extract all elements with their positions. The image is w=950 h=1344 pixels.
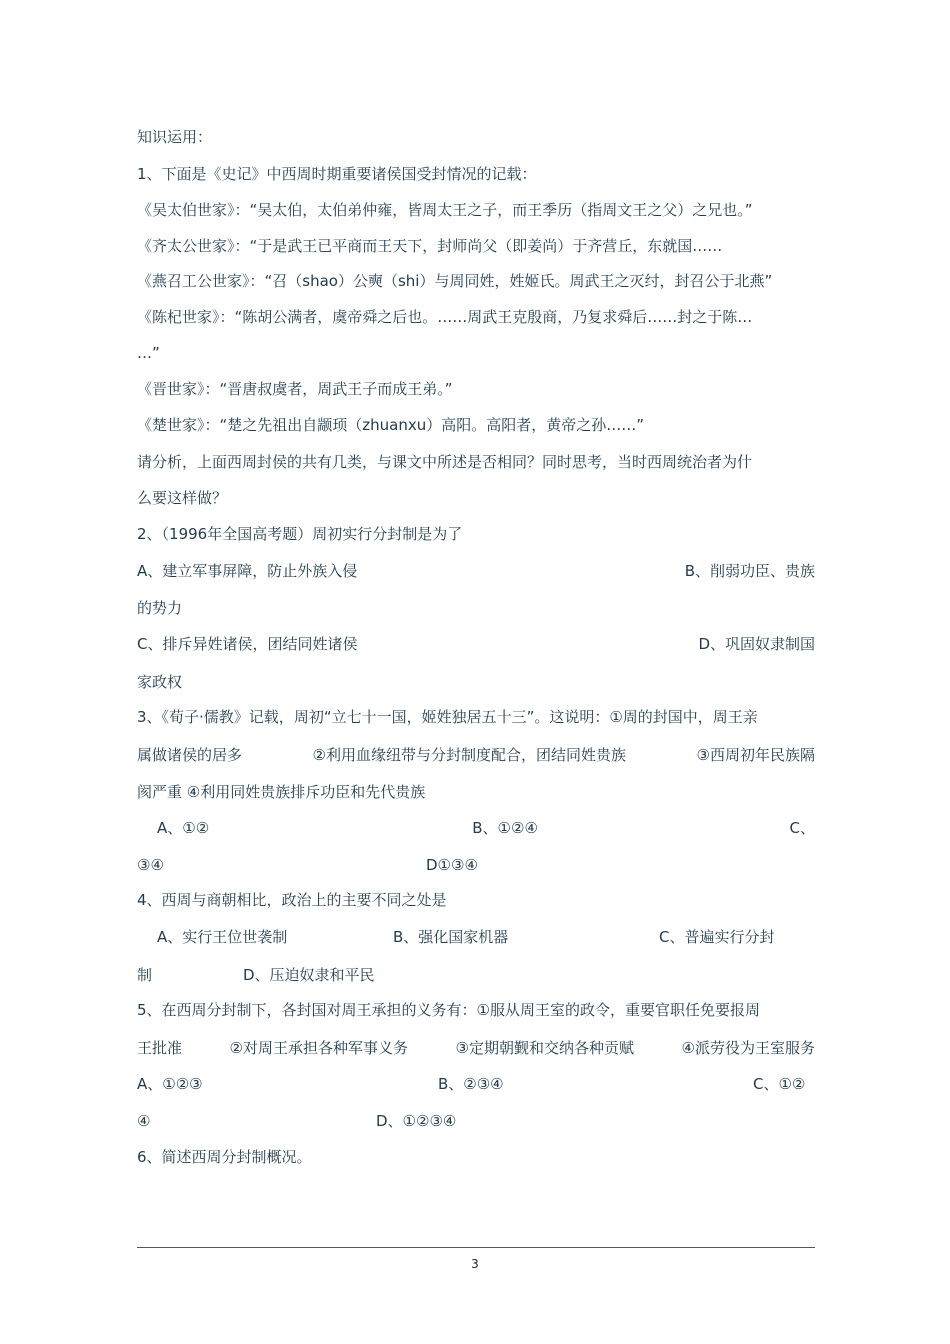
question-6-stem: 6、简述西周分封制概况。 xyxy=(137,1148,312,1166)
question-3-stem-line-2 xyxy=(137,745,815,765)
question-3-stem: 3、《荀子·儒教》记载，周初“立七十一国，姬姓独居五十三”。这说明：①周的封国中，周王亲 xyxy=(137,708,758,726)
option-c-cont: ③④ xyxy=(137,856,164,874)
option-d: D①③④ xyxy=(426,856,478,874)
question-1-stem: 1、下面是《史记》中西周时期重要诸侯国受封情况的记载： xyxy=(137,165,537,183)
option-d: D、压迫奴隶和平民 xyxy=(243,966,375,984)
option-a: A、①②③ xyxy=(137,1075,203,1093)
stem-part-1: 王批准 xyxy=(137,1039,183,1057)
option-a: A、建立军事屏障，防止外族入侵 xyxy=(137,562,358,580)
stem-part-2: ②利用血缘纽带与分封制度配合，团结同姓贵族 xyxy=(312,746,626,764)
question-4-options-row-2 xyxy=(137,965,815,985)
question-3-options-row-1 xyxy=(137,818,815,838)
option-b: B、强化国家机器 xyxy=(393,928,509,946)
option-c-cont: ④ xyxy=(137,1112,151,1130)
stem-part-3: ③定期朝觐和交纳各种贡赋 xyxy=(455,1039,634,1057)
quote-qi-taigong: 《齐太公世家》：“于是武王已平商而王天下，封师尚父（即姜尚）于齐营丘，东就国…… xyxy=(137,237,723,255)
question-4-options-row-1 xyxy=(137,927,815,947)
question-2-options-row-1 xyxy=(137,561,815,581)
question-5-stem: 5、在西周分封制下，各封国对周王承担的义务有：①服从周王室的政令，重要官职任免要报周 xyxy=(137,1001,760,1019)
stem-part-4: ④派劳役为王室服务 xyxy=(681,1039,815,1057)
stem-part-1: 属做诸侯的居多 xyxy=(137,746,243,764)
option-c: C、排斥异姓诸侯，团结同姓诸侯 xyxy=(137,635,358,653)
option-d-cont: 家政权 xyxy=(137,673,183,691)
quote-wu-taibo: 《吴太伯世家》：“吴太伯，太伯弟仲雍，皆周太王之子，而王季历（指周文王之父）之兄也。” xyxy=(137,201,753,219)
option-d: D、①②③④ xyxy=(376,1112,457,1130)
section-heading: 知识运用： xyxy=(137,128,213,146)
quote-chu: 《楚世家》：“楚之先祖出自颛顼（zhuanxu）高阳。高阳者，黄帝之孙……” xyxy=(137,416,645,434)
question-3-options-row-2 xyxy=(137,855,815,875)
option-b-cont: 的势力 xyxy=(137,599,183,617)
question-1-prompt-cont: 么要这样做？ xyxy=(137,489,228,507)
question-4-stem: 4、西周与商朝相比，政治上的主要不同之处是 xyxy=(137,891,447,909)
option-c-cont: 制 xyxy=(137,966,153,984)
option-d: D、巩固奴隶制国 xyxy=(698,635,815,653)
question-5-stem-line-2 xyxy=(137,1038,815,1058)
page-number: 3 xyxy=(471,1257,479,1271)
footer-divider xyxy=(137,1247,815,1248)
option-a: A、①② xyxy=(157,819,210,837)
question-5-options-row-2 xyxy=(137,1111,815,1131)
option-c: C、 xyxy=(789,819,815,837)
stem-part-2: ②对周王承担各种军事义务 xyxy=(229,1039,408,1057)
question-5-options-row-1 xyxy=(137,1074,815,1094)
option-a: A、实行王位世袭制 xyxy=(157,928,288,946)
question-2-options-row-2 xyxy=(137,634,815,654)
option-c: C、①② xyxy=(753,1075,806,1093)
question-1-prompt: 请分析，上面西周封侯的共有几类，与课文中所述是否相同？同时思考，当时西周统治者为什 xyxy=(137,453,753,471)
option-b: B、②③④ xyxy=(438,1075,504,1093)
question-2-stem: 2、（1996年全国高考题）周初实行分封制是为了 xyxy=(137,525,463,543)
option-b: B、削弱功臣、贵族 xyxy=(684,562,815,580)
quote-jin: 《晋世家》：“晋唐叔虞者，周武王子而成王弟。” xyxy=(137,380,453,398)
stem-part-3: ③西周初年民族隔 xyxy=(696,746,815,764)
quote-chen-qi: 《陈杞世家》：“陈胡公满者，虞帝舜之后也。……周武王克殷商，乃复求舜后……封之于陈… xyxy=(137,308,753,326)
option-c: C、普遍实行分封 xyxy=(659,928,775,946)
question-3-stem-line-3: 阂严重 ④利用同姓贵族排斥功臣和先代贵族 xyxy=(137,783,426,801)
quote-yan-zhaogong: 《燕召工公世家》：“召（shao）公奭（shi）与周同姓，姓姬氏。周武王之灭纣，封召公于北燕” xyxy=(137,272,773,290)
quote-chen-qi-cont: …” xyxy=(137,344,160,362)
option-b: B、①②④ xyxy=(472,819,538,837)
